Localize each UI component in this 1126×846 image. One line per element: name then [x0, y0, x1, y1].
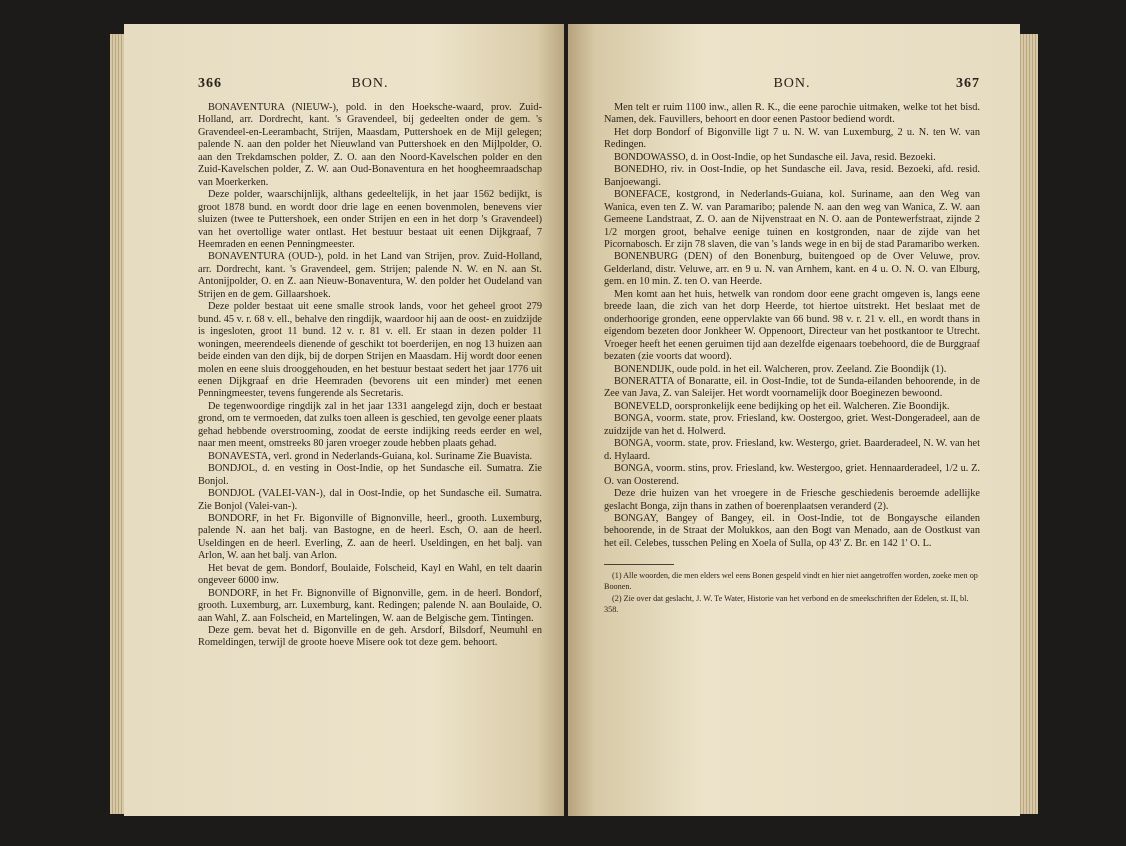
left-page	[124, 24, 564, 816]
entry-paragraph: BONAVENTURA (OUD-), pold. in het Land van Strijen, prov. Zuid-Holland, arr. Dordrecht, kant. 's Gravendeel, gem. Strijen; palende N. W. en N. aan St. Antonijpolder, O. en Z. aan Nieuw-Bonaventura, W. den polder het Oudeland van Strijen en de gem. Gillaarshoek.	[198, 251, 542, 300]
entry-paragraph: Deze gem. bevat het d. Bigonville en de geh. Arsdorf, Bilsdorf, Neumuhl en Romeldingen, terwijl de groote hoeve Misere ook tot deze gem. behoort.	[198, 625, 542, 649]
entry-paragraph: Het bevat de gem. Bondorf, Boulaide, Folscheid, Kayl en Wahl, en telt daarin ongeveer 6000 inw.	[198, 562, 542, 587]
entry-paragraph: BONAVENTURA (NIEUW-), pold. in den Hoeksche-waard, prov. Zuid-Holland, arr. Dordrecht, kant. 's Gravendeel, bij gedeelten onder de gem. 's Gravendeel-en-Leerambacht, Strijen, Maasdam, Puttershoek en de Mijl gelegen; palende N. aan den polder het Nieuwland van Puttershoek en den Mijlpolder, O. aan den Trekdamschen polder, Z. O. aan den Noord-Kavelschen polder en den Zuid-Kavelschen polder, Z. W. aan Oud-Bonaventura en het hoogheemraadschap van Moerkerken.	[198, 102, 542, 188]
entry-paragraph: BONENBURG (DEN) of den Bonenburg, buitengoed op de Over Veluwe, prov. Gelderland, distr. Veluwe, arr. en 9 u. N. van Arnhem, kant. en 4 u. O. N. O. van Elburg, gem. en 10 min. Z. ten O. van Heerde.	[604, 251, 980, 288]
entry-paragraph: BONDOWASSO, d. in Oost-Indie, op het Sundasche eil. Java, resid. Bezoeki.	[614, 151, 936, 163]
entry-paragraph: BONAVESTA, verl. grond in Nederlands-Guiana, kol. Suriname Zie Buavista.	[208, 450, 533, 462]
entry-paragraph: BONGA, voorm. state, prov. Friesland, kw. Westergo, griet. Baarderadeel, N. W. van het d. Hylaard.	[604, 438, 980, 462]
entry-paragraph: De tegenwoordige ringdijk zal in het jaar 1331 aangelegd zijn, doch er bestaat grond, om te vermoeden, dat zulks toen alleen is geschied, ten gevolge eener plaats gehad hebbende overstrooming, zoodat de eerste indijking reeds eerder en wel, naar men meent, omstreeks 80 jaren vroeger zoude hebben plaats gehad.	[198, 400, 542, 450]
entry-paragraph: BONDJOL (VALEI-VAN-), dal in Oost-Indie, op het Sundasche eil. Sumatra. Zie Bonjol (Valei-van-).	[198, 488, 542, 512]
entry-paragraph: Deze drie huizen van het vroegere in de Friesche geschiedenis beroemde adellijke geslacht Bonga, zijn thans in zathen of boerenplaatsen veranderd (2).	[604, 488, 980, 512]
footnote: (1) Alle woorden, die men elders wel eens Bonen gespeld vindt en hier niet aangetroffen worden, zoeke men op Boonen.	[604, 571, 978, 591]
entry-paragraph: Deze polder, waarschijnlijk, althans gedeeltelijk, in het jaar 1562 bedijkt, is groot 1878 bund. en wordt door drie lage en eenen bovenmolen, benevens vier sluizen (twee te Puttershoek, een onder Strijen en een in het dorp 's Gravendeel) van het overtollige water ontlast. Het bestuur bestaat uit eenen Dijkgraaf, 7 Heemraden en eenen Penningmeester.	[198, 189, 542, 250]
entry-paragraph: Het dorp Bondorf of Bigonville ligt 7 u. N. W. van Luxemburg, 2 u. N. ten W. van Redingen.	[604, 126, 980, 151]
entry-paragraph: BONGAY, Bangey of Bangey, eil. in Oost-Indie, tot de Bongaysche eilanden behoorende, in de Straat der Molukkos, aan den Bogt van Menado, aan de Oostkust van het eil. Celebes, tusschen Peling en Xoela of Sulla, op 43' Z. Br. en 142 1' O. L.	[604, 512, 980, 549]
entry-paragraph: BONEDHO, riv. in Oost-Indie, op het Sundasche eil. Java, resid. Bezoeki, afd. resid. Banjoewangi.	[604, 164, 980, 188]
entry-paragraph: BONENDIJK, oude pold. in het eil. Walcheren, prov. Zeeland. Zie Boondijk (1).	[614, 363, 947, 375]
entry-paragraph: Men telt er ruim 1100 inw., allen R. K., die eene parochie uitmaken, welke tot het bisd. Namen, dek. Fauvillers, behoort en door eenen Pastoor bediend wordt.	[604, 102, 980, 126]
entry-paragraph: BONGA, voorm. state, prov. Friesland, kw. Oostergoo, griet. West-Dongeradeel, aan de zuidzijde van het d. Holwerd.	[604, 413, 980, 437]
left-running-head: BON.	[351, 76, 389, 91]
right-running-head: BON.	[773, 76, 811, 91]
left-page-header	[198, 76, 542, 94]
footnote: (2) Zie over dat geslacht, J. W. Te Water, Historie van het verbond en de smeekschriften der Edelen, st. II, bl. 358.	[604, 594, 969, 614]
right-page-header	[604, 76, 980, 94]
right-page	[568, 24, 1020, 816]
right-page-text	[604, 102, 980, 550]
right-page-edges	[1018, 34, 1038, 814]
left-page-number: 366	[198, 76, 222, 91]
right-page-number: 367	[956, 76, 980, 91]
entry-paragraph: BONGA, voorm. stins, prov. Friesland, kw. Westergoo, griet. Hennaarderadeel, 1/2 u. Z. O. van Oosterend.	[604, 463, 980, 487]
footnotes	[604, 571, 980, 615]
entry-paragraph: Men komt aan het huis, hetwelk van rondom door eene gracht omgeven is, langs eene breede laan, die zich van het dorp Heerde, tot hiertoe uitstrekt. Het beslaat met de onderhoorige gronden, eene oppervlakte van 66 bund. 98 v. r. 21 v. ell., en wordt thans in eigendom bezeten door Jonkheer W. Oppenoort, Directeur van het postkantoor te Utrecht. Vroeger heeft het eenen geruimen tijd aan dezelfde eigenaars toebehoord, die de Burggraaf bezaten (zie voorts dat woord).	[604, 288, 980, 363]
entry-paragraph: BONDORF, in het Fr. Bigonville of Bignonville, heerl., grooth. Luxemburg, palende N. aan het balj. van Bastogne, en de heerl. Esch, O. aan de heerl. Useldingen en de heerl. Everling, Z. aan de heerl. Useldingen, en het balj. van Arlon, W. aan het balj. van Arlon.	[198, 512, 542, 562]
entry-paragraph: BONEFACE, kostgrond, in Nederlands-Guiana, kol. Suriname, aan den Weg van Wanica, even ten Z. W. van Paramaribo; palende N. aan den weg van Wanica, Z. W. aan Gemeene Landstraat, Z. O. aan de Nijvenstraat en N. O. aan de Pontewerfstraat, zijnde 2 1/2 morgen groot, behalve eenige tuinen en kostgronden, naar de zijde van het Picornabosch. Er zijn 78 slaven, die van 's lands wege in en bij de stad Paramaribo werken.	[604, 189, 980, 250]
entry-paragraph: BONEVELD, oorspronkelijk eene bedijking op het eil. Walcheren. Zie Boondijk.	[614, 400, 950, 412]
entry-paragraph: Deze polder bestaat uit eene smalle strook lands, voor het geheel groot 279 bund. 45 v. r. 68 v. ell., behalve den ringdijk, waardoor hij aan de oost- en zuidzijde is ingesloten, groot 11 bund. 12 v. r. 81 v. ell. Er staan in dezen polder 11 woningen, meerendeels dienende of geschikt tot boerderijen, en nog 13 huizen aan beide einden van den dijk, bij de dorpen Strijen en Maasdam. Hij wordt door eenen molen en eene sluis drooggehouden, en het bestuur bestaat sedert het jaar 1776 uit eenen Dijkgraaf en drie Heemraden (bevorens uit een minder) met eenen Penningmeester, tevens fungerende als Secretaris.	[198, 301, 542, 400]
entry-paragraph: BONERATTA of Bonaratte, eil. in Oost-Indie, tot de Sunda-eilanden behoorende, in de Zee van Java, Z. van Saleijer. Het wordt voornamelijk door Boeginezen bewoond.	[604, 375, 980, 400]
entry-paragraph: BONDORF, in het Fr. Bignonville of Bignonville, gem. in de heerl. Bondorf, grooth. Luxemburg, arr. Luxemburg, kant. Redingen; palende N. aan Boulaide, O. aan Wahl, Z. aan Folscheid, en Martelingen, W. aan de Belgische gem. Tintingen.	[198, 587, 542, 624]
left-page-text	[198, 102, 542, 650]
footnote-rule	[604, 564, 674, 565]
entry-paragraph: BONDJOL, d. en vesting in Oost-Indie, op het Sundasche eil. Sumatra. Zie Bonjol.	[198, 463, 542, 487]
